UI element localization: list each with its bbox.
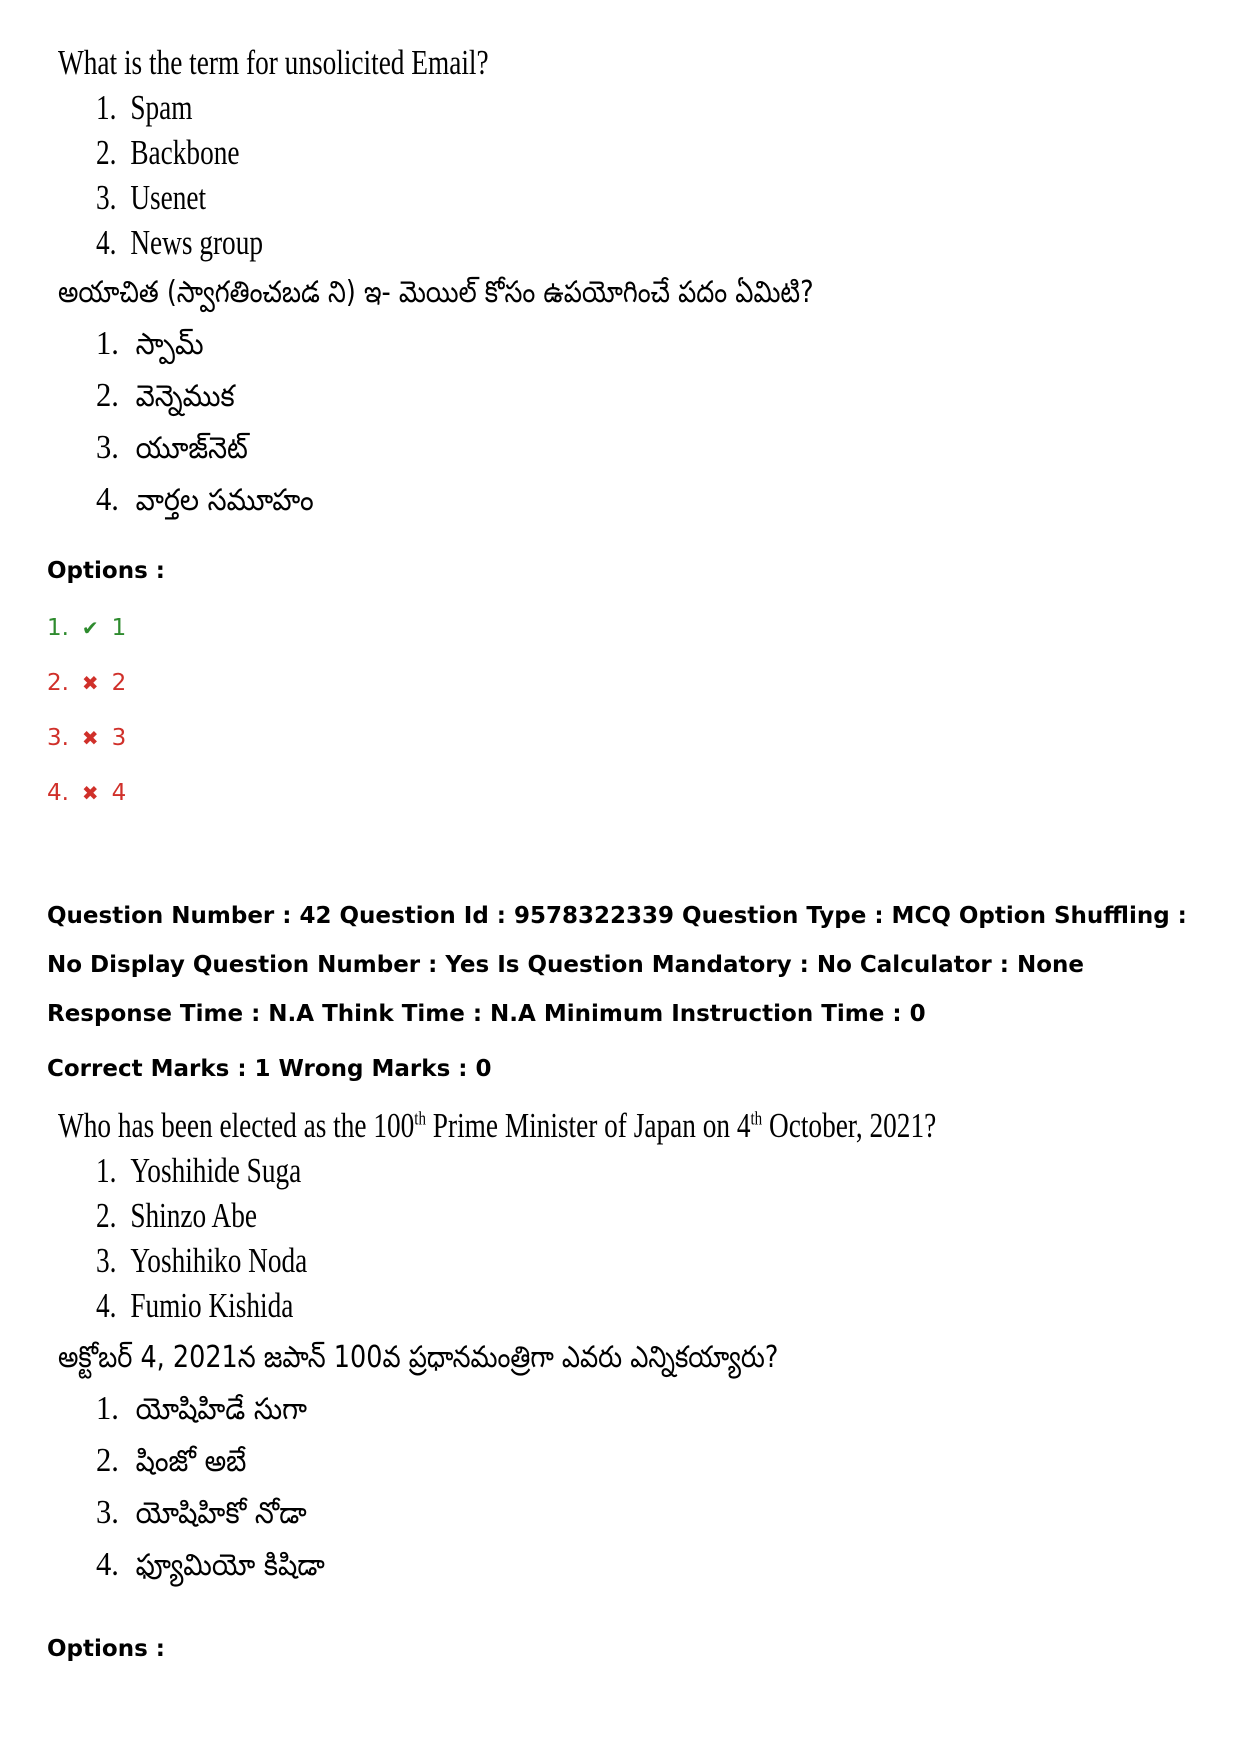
option-text: ఫ్యూమియో కిషిడా [135, 1548, 325, 1583]
cross-icon: ✖ [81, 671, 99, 695]
q2-te-option-4 [96, 1539, 825, 1591]
q1-te-option-2 [96, 370, 862, 422]
option-number: 4. [96, 1286, 117, 1325]
q1-english-block [58, 40, 610, 265]
q2-english-block [58, 1103, 1184, 1328]
q2-marks-info: Correct Marks : 1 Wrong Marks : 0 [47, 1056, 492, 1082]
q2-english-question [58, 1103, 936, 1148]
q1-telugu-block [58, 268, 947, 526]
option-number: 3. [96, 429, 119, 466]
q2-te-option-2 [96, 1435, 825, 1487]
q2-te-option-3 [96, 1487, 825, 1539]
option-text: Fumio Kishida [130, 1286, 294, 1325]
option-text: వార్తల సమూహం [135, 483, 314, 518]
option-number: 3. [96, 178, 117, 217]
question-part: October, 2021? [762, 1106, 937, 1145]
q1-en-option-2 [96, 130, 497, 175]
answer-option-1 [47, 610, 126, 665]
answer-number: 3. [47, 725, 69, 751]
q1-options-label: Options : [47, 558, 165, 584]
answer-value: 3 [111, 725, 127, 751]
q2-telugu-block [58, 1333, 906, 1591]
option-text: షింజో అబే [135, 1444, 247, 1479]
option-number: 2. [96, 377, 119, 414]
q1-en-option-4 [96, 220, 497, 265]
q1-telugu-options [58, 318, 947, 526]
option-text: Shinzo Abe [130, 1196, 257, 1235]
question-part: Who has been elected as the 100 [58, 1106, 415, 1145]
q2-telugu-options [58, 1383, 906, 1591]
option-text: యూజ్‌నెట్ [135, 431, 248, 466]
option-number: 2. [96, 1196, 117, 1235]
option-text: వెన్నెముక [135, 379, 235, 414]
q1-te-option-3 [96, 422, 862, 474]
option-text: యోషిహిడే సుగా [135, 1392, 308, 1427]
question-part: Prime Minister of Japan on 4 [425, 1106, 751, 1145]
q1-english-question: What is the term for unsolicited Email? [58, 43, 489, 82]
q2-te-option-1 [96, 1383, 825, 1435]
check-icon: ✔ [81, 616, 99, 640]
option-number: 2. [96, 1442, 119, 1479]
q2-en-option-4 [96, 1283, 945, 1328]
cross-icon: ✖ [81, 781, 99, 805]
option-text: యోషిహికో నోడా [135, 1496, 307, 1531]
answer-number: 4. [47, 780, 69, 806]
option-number: 1. [96, 325, 119, 362]
answer-option-3 [47, 720, 126, 775]
option-text: Yoshihide Suga [130, 1151, 302, 1190]
cross-icon: ✖ [81, 726, 99, 750]
q1-english-options [58, 85, 610, 265]
answer-value: 1 [111, 615, 127, 641]
q2-en-option-2 [96, 1193, 945, 1238]
q1-telugu-question: అయాచిత (స్వాగతించబడ ని) ఇ- మెయిల్ కోసం ఉపయోగించే పదం ఏమిటి? [58, 275, 814, 310]
answer-value: 2 [111, 670, 127, 696]
option-text: Backbone [130, 133, 240, 172]
answer-number: 2. [47, 670, 69, 696]
option-number: 1. [96, 1390, 119, 1427]
q2-english-options [58, 1148, 1184, 1328]
option-text: News group [130, 223, 264, 262]
q1-te-option-1 [96, 318, 862, 370]
q2-en-option-1 [96, 1148, 945, 1193]
option-number: 1. [96, 88, 117, 127]
option-number: 2. [96, 133, 117, 172]
option-text: స్పామ్ [135, 327, 204, 362]
q2-options-label: Options : [47, 1636, 165, 1662]
q1-answer-list [47, 610, 126, 830]
q2-meta-info: Question Number : 42 Question Id : 9578322339 Question Type : MCQ Option Shuffling : No Display Question Number : Yes Is Question Mandatory : No Calculator : None Response Time : N.A Think Time : N.A Minimum Instruction Time : 0 [47, 903, 1187, 1027]
q2-telugu-question: అక్టోబర్ 4, 2021న జపాన్ 100వ ప్రధానమంత్రిగా ఎవరు ఎన్నికయ్యారు? [58, 1340, 779, 1375]
option-number: 1. [96, 1151, 117, 1190]
option-text: Usenet [130, 178, 207, 217]
q1-en-option-3 [96, 175, 497, 220]
option-text: Yoshihiko Noda [130, 1241, 308, 1280]
answer-option-4 [47, 775, 126, 830]
ordinal-suffix: th [414, 1108, 426, 1130]
answer-value: 4 [111, 780, 127, 806]
ordinal-suffix: th [750, 1108, 763, 1130]
option-number: 4. [96, 223, 117, 262]
q1-te-option-4 [96, 474, 862, 526]
q1-en-option-1 [96, 85, 497, 130]
q2-en-option-3 [96, 1238, 945, 1283]
option-number: 4. [96, 481, 119, 518]
option-number: 3. [96, 1241, 117, 1280]
option-text: Spam [130, 88, 193, 127]
option-number: 4. [96, 1546, 119, 1583]
answer-option-2 [47, 665, 126, 720]
option-number: 3. [96, 1494, 119, 1531]
answer-number: 1. [47, 615, 69, 641]
